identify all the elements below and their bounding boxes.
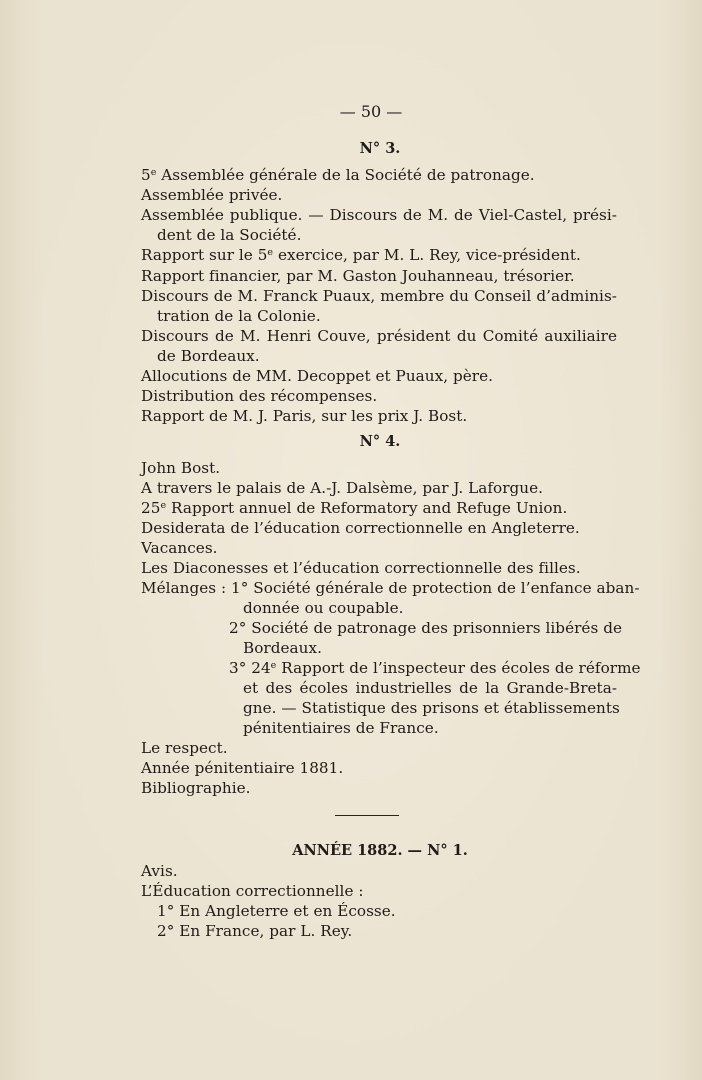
entry-line-continuation: gne. — Statistique des prisons et établissements xyxy=(243,699,620,717)
entry-line: A travers le palais de A.-J. Dalsème, par J. Laforgue. xyxy=(141,479,544,497)
entry-line: Assemblée publique. — Discours de M. de Viel-Castel, prési- xyxy=(141,206,617,224)
entry-line: John Bost. xyxy=(141,459,221,477)
entry-line: 2° Société de patronage des prisonniers libérés de xyxy=(229,619,622,637)
entry-line-continuation: et des écoles industrielles de la Grande-Breta- xyxy=(243,679,617,697)
entry-line: Discours de M. Franck Puaux, membre du Conseil d’adminis- xyxy=(141,287,617,305)
entry-line: Distribution des récompenses. xyxy=(141,387,378,405)
entry-line: Allocutions de MM. Decoppet et Puaux, père. xyxy=(141,367,494,385)
entry-line: Discours de M. Henri Couve, président du Comité auxiliaire xyxy=(141,327,617,345)
entry-line-continuation: pénitentiaires de France. xyxy=(243,719,439,737)
entry-line: 5e Assemblée générale de la Société de patronage. xyxy=(141,166,535,184)
section-heading-no4: N° 4. xyxy=(359,433,401,450)
page-number: — 50 — xyxy=(339,102,403,121)
entry-line: 2° En France, par L. Rey. xyxy=(157,922,353,940)
section-divider xyxy=(335,815,399,816)
entry-line-continuation: tration de la Colonie. xyxy=(157,307,321,325)
entry-line-continuation: Bordeaux. xyxy=(243,639,322,657)
entry-line-continuation: donnée ou coupable. xyxy=(243,599,404,617)
entry-line: 3° 24e Rapport de l’inspecteur des écoles de réforme xyxy=(229,659,641,677)
entry-line-continuation: dent de la Société. xyxy=(157,226,302,244)
entry-line: L’Éducation correctionnelle : xyxy=(141,882,364,900)
entry-line: Assemblée privée. xyxy=(141,186,283,204)
entry-line: 1° En Angleterre et en Écosse. xyxy=(157,902,396,920)
entry-line: Mélanges : 1° Société générale de protection de l’enfance aban- xyxy=(141,579,640,597)
section-heading-1882-no1: ANNÉE 1882. — N° 1. xyxy=(292,842,468,859)
entry-line: Le respect. xyxy=(141,739,228,757)
section-heading-no3: N° 3. xyxy=(359,140,401,157)
entry-line: Rapport de M. J. Paris, sur les prix J. Bost. xyxy=(141,407,468,425)
entry-line: Les Diaconesses et l’éducation correctionnelle des filles. xyxy=(141,559,581,577)
entry-line: Vacances. xyxy=(141,539,218,557)
entry-line: Année pénitentiaire 1881. xyxy=(141,759,344,777)
entry-line: 25e Rapport annuel de Reformatory and Refuge Union. xyxy=(141,499,568,517)
entry-line: Rapport sur le 5e exercice, par M. L. Rey, vice-président. xyxy=(141,246,581,264)
entry-line: Rapport financier, par M. Gaston Jouhanneau, trésorier. xyxy=(141,267,575,285)
entry-line-continuation: de Bordeaux. xyxy=(157,347,260,365)
entry-line: Desiderata de l’éducation correctionnelle en Angleterre. xyxy=(141,519,580,537)
entry-line: Avis. xyxy=(141,862,178,880)
entry-line: Bibliographie. xyxy=(141,779,251,797)
